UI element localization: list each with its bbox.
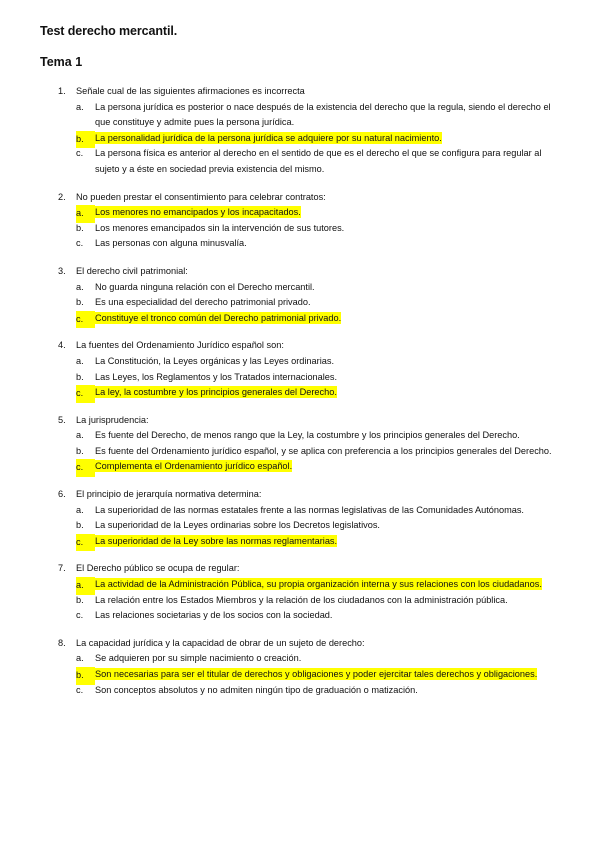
option-text: Son conceptos absolutos y no admiten ningún tipo de graduación o matización. [95,684,418,695]
answer-option [0,428,600,444]
answer-option-highlighted [0,577,600,593]
question-text [0,636,600,652]
option-letter: b. [76,520,84,531]
option-text: Complementa el Ordenamiento jurídico español. [95,461,293,472]
answer-option [0,651,600,667]
question-item [0,636,600,698]
question-text [0,84,600,100]
question-text [0,487,600,503]
question-item [0,190,600,252]
document-title: Test derecho mercantil. [40,24,178,38]
option-text: La ley, la costumbre y los principios generales del Derecho. [95,387,337,398]
question-label: La jurisprudencia: [76,414,149,425]
option-text: Constituye el tronco común del Derecho patrimonial privado. [95,312,342,323]
option-text: La persona jurídica es posterior o nace después de la existencia del derecho que la regula, siendo el derecho el que constituye y admite pues la persona jurídica. [95,101,551,128]
option-text: La persona física es anterior al derecho en el sentido de que es el derecho el que se configura para regular al sujeto y a éste en sociedad previa existencia del mismo. [95,148,542,174]
answer-option [0,608,600,624]
option-letter: a. [76,205,95,223]
answer-option-highlighted [0,667,600,683]
answer-option [0,221,600,237]
option-text: La superioridad de las normas estatales frente a las normas legislativas de las Comunidades Autónomas. [95,504,524,515]
option-letter: a. [76,653,84,664]
option-letter: b. [76,667,95,685]
answer-option [0,354,600,370]
answer-option [0,518,600,534]
question-number: 6. [58,489,66,500]
option-text: Los menores no emancipados y los incapacitados. [95,207,301,218]
option-text: Las personas con alguna minusvalía. [95,238,247,249]
option-letter: c. [76,610,84,621]
question-item [0,264,600,326]
option-letter: a. [76,281,84,292]
option-letter: a. [76,101,84,112]
answer-option [0,444,600,460]
question-list [0,84,600,710]
option-letter: c. [76,385,95,403]
question-label: El Derecho público se ocupa de regular: [76,563,240,574]
question-number: 4. [58,340,66,351]
option-letter: b. [76,222,84,233]
option-letter: c. [76,684,84,695]
option-letter: b. [76,594,84,605]
answer-option-highlighted [0,385,600,401]
option-letter: a. [76,577,95,595]
question-item [0,338,600,400]
option-text: Las relaciones societarias y de los socios con la sociedad. [95,610,333,621]
option-letter: b. [76,131,95,149]
question-item [0,487,600,549]
option-text: Es una especialidad del derecho patrimonial privado. [95,297,311,308]
question-item [0,561,600,623]
question-number: 7. [58,563,66,574]
answer-option [0,295,600,311]
question-label: El derecho civil patrimonial: [76,265,188,276]
answer-option-highlighted [0,534,600,550]
answer-option [0,683,600,699]
question-text [0,561,600,577]
option-letter: a. [76,355,84,366]
option-letter: c. [76,459,95,477]
answer-option [0,280,600,296]
option-letter: b. [76,445,84,456]
option-text: Es fuente del Derecho, de menos rango que la Ley, la costumbre y los principios generales del Derecho. [95,430,520,441]
option-letter: a. [76,430,84,441]
question-text [0,264,600,280]
option-text: La relación entre los Estados Miembros y la relación de los ciudadanos con la administración pública. [95,594,508,605]
question-number: 8. [58,637,66,648]
option-text: La actividad de la Administración Pública, su propia organización interna y sus relaciones con los ciudadanos. [95,579,542,590]
option-letter: b. [76,297,84,308]
question-item [0,84,600,178]
option-letter: a. [76,504,84,515]
option-text: La personalidad jurídica de la persona jurídica se adquiere por su natural nacimiento. [95,132,442,143]
option-text: La Constitución, la Leyes orgánicas y las Leyes ordinarias. [95,355,335,366]
option-text: La superioridad de la Ley sobre las normas reglamentarias. [95,535,338,546]
answer-option [0,100,600,131]
option-text: Son necesarias para ser el titular de derechos y obligaciones y poder ejercitar tales derechos y obligaciones. [95,669,538,679]
option-letter: c. [76,534,95,552]
question-label: La capacidad jurídica y la capacidad de obrar de un sujeto de derecho: [76,637,365,648]
answer-option-highlighted [0,205,600,221]
option-text: Es fuente del Ordenamiento jurídico español, y se aplica con preferencia a los principios generales del Derecho. [95,445,552,456]
option-text: Las Leyes, los Reglamentos y los Tratados internacionales. [95,371,338,382]
option-letter: b. [76,371,84,382]
question-label: Señale cual de las siguientes afirmaciones es incorrecta [76,86,305,96]
answer-option-highlighted [0,131,600,147]
question-label: La fuentes del Ordenamiento Jurídico español son: [76,340,284,351]
question-item [0,413,600,475]
answer-option [0,146,600,177]
option-text: No guarda ninguna relación con el Derecho mercantil. [95,281,315,292]
answer-option [0,503,600,519]
question-number: 3. [58,265,66,276]
answer-option-highlighted [0,459,600,475]
question-label: El principio de jerarquía normativa determina: [76,489,262,500]
question-text [0,413,600,429]
question-label: No pueden prestar el consentimiento para celebrar contratos: [76,191,326,202]
answer-option [0,236,600,252]
question-number: 1. [58,86,66,96]
question-number: 2. [58,191,66,202]
option-text: Se adquieren por su simple nacimiento o creación. [95,653,302,664]
option-text: Los menores emancipados sin la intervención de sus tutores. [95,222,345,233]
answer-option [0,370,600,386]
question-text [0,338,600,354]
option-letter: c. [76,148,84,159]
option-text: La superioridad de la Leyes ordinarias sobre los Decretos legislativos. [95,520,380,531]
section-title: Tema 1 [40,55,83,69]
answer-option [0,593,600,609]
option-letter: c. [76,311,95,329]
option-letter: c. [76,238,84,249]
question-text [0,190,600,206]
question-number: 5. [58,414,66,425]
answer-option-highlighted [0,311,600,327]
